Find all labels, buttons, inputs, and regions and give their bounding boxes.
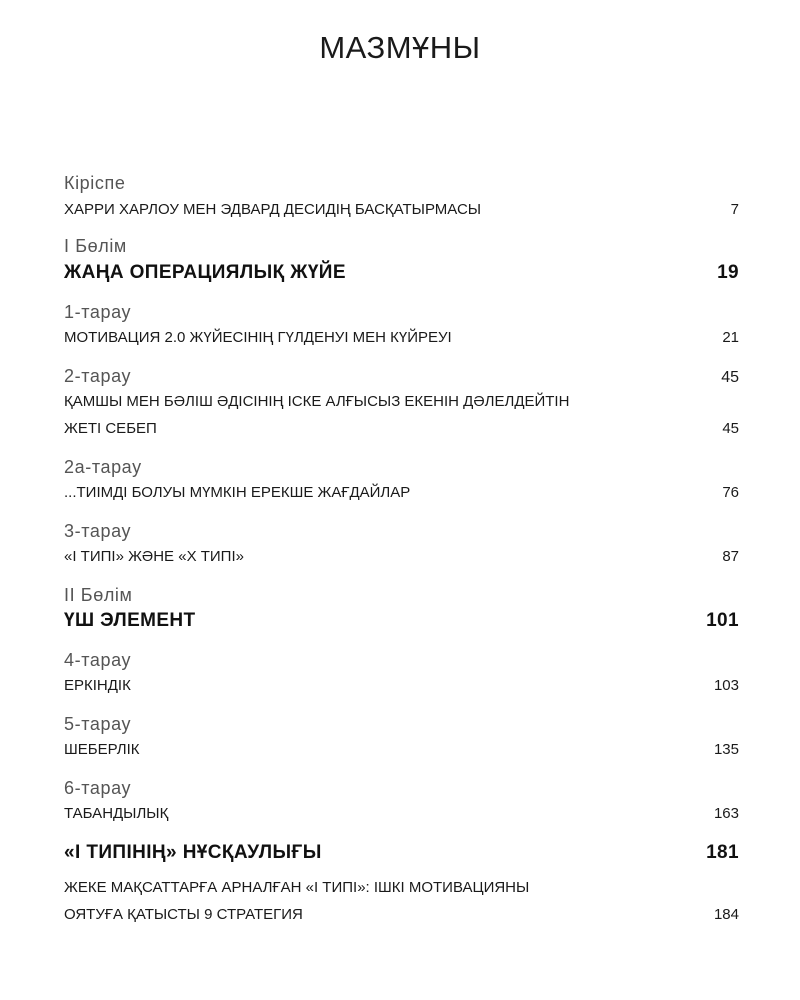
page-title: МАЗМҰНЫ <box>319 30 481 65</box>
toc-page-number: 45 <box>722 420 739 437</box>
toc-entry-ch3[interactable] <box>64 548 739 565</box>
toc-entry-title: ЖЕКЕ МАҚСАТТАРҒА АРНАЛҒАН «І ТИПІ»: ІШКІ МОТИВАЦИЯНЫ <box>64 879 530 896</box>
ch3-label: 3-тарау <box>64 521 132 541</box>
toc-page-number: 181 <box>706 842 739 863</box>
ch6-label: 6-тарау <box>64 778 132 798</box>
toc-entry-title: ШЕБЕРЛІК <box>64 741 140 758</box>
ch2-label-page: 45 <box>721 369 739 386</box>
toc-entry-guide-line2[interactable] <box>64 906 739 923</box>
toc-entry-title: ХАРРИ ХАРЛОУ МЕН ЭДВАРД ДЕСИДІҢ БАСҚАТЫРМАСЫ <box>64 201 482 218</box>
ch1-label: 1-тарау <box>64 302 132 322</box>
toc-entry-ch5[interactable] <box>64 741 739 758</box>
toc-page-number: 101 <box>706 610 739 631</box>
ch2-label: 2-тарау <box>64 366 132 386</box>
toc-page-number: 87 <box>722 548 739 565</box>
toc-part-title: ЖАҢА ОПЕРАЦИЯЛЫҚ ЖҮЙЕ <box>64 262 346 283</box>
toc-part-title: ҮШ ЭЛЕМЕНТ <box>64 610 196 631</box>
toc-entry-title: ТАБАНДЫЛЫҚ <box>64 805 169 822</box>
toc-page-number: 184 <box>713 906 739 923</box>
ch5-label: 5-тарау <box>64 714 132 734</box>
toc-page-number: 76 <box>722 484 739 501</box>
ch2-label-row <box>64 366 739 387</box>
toc-entry-title: МОТИВАЦИЯ 2.0 ЖҮЙЕСІНІҢ ГҮЛДЕНУІ МЕН КҮЙРЕУІ <box>64 329 452 346</box>
toc-entry-title: «І ТИПІ» ЖӘНЕ «Х ТИПІ» <box>64 548 244 565</box>
toc-entry-title: ЖЕТІ СЕБЕП <box>64 420 157 437</box>
toc-entry-ch2-line2[interactable] <box>64 420 739 437</box>
toc-entry-intro[interactable] <box>64 201 739 218</box>
toc-page-number: 163 <box>713 805 739 822</box>
toc-entry-part1[interactable] <box>64 262 739 284</box>
toc-entry-guide-line1[interactable] <box>64 879 739 896</box>
toc-entry-ch2a[interactable] <box>64 484 739 501</box>
toc-entry-ch2-line1[interactable] <box>64 393 739 410</box>
part1-label: I Бөлім <box>64 236 127 256</box>
ch2a-label: 2а-тарау <box>64 457 142 477</box>
toc-entry-guide[interactable] <box>64 842 739 864</box>
toc-entry-title: ОЯТУҒА ҚАТЫСТЫ 9 СТРАТЕГИЯ <box>64 906 303 923</box>
toc-page-number: 19 <box>717 262 739 283</box>
toc-entry-ch4[interactable] <box>64 677 739 694</box>
toc-entry-ch1[interactable] <box>64 329 739 346</box>
toc-page-number: 7 <box>730 201 739 218</box>
ch4-label: 4-тарау <box>64 650 132 670</box>
toc-entry-part2[interactable] <box>64 610 739 632</box>
intro-label: Кіріспе <box>64 173 126 193</box>
toc-part-title: «І ТИПІНІҢ» НҰСҚАУЛЫҒЫ <box>64 842 322 863</box>
toc-entry-title: ...ТИІМДІ БОЛУЫ МҮМКІН ЕРЕКШЕ ЖАҒДАЙЛАР <box>64 484 411 501</box>
toc-page-number: 135 <box>713 741 739 758</box>
toc-page-number: 21 <box>722 329 739 346</box>
part2-label: II Бөлім <box>64 585 133 605</box>
toc-entry-ch6[interactable] <box>64 805 739 822</box>
toc-entry-title: ҚАМШЫ МЕН БӘЛІШ ӘДІСІНІҢ ІСКЕ АЛҒЫСЫЗ ЕКЕНІН ДӘЛЕЛДЕЙТІН <box>64 393 570 410</box>
toc-page-number: 103 <box>713 677 739 694</box>
toc-entry-title: ЕРКІНДІК <box>64 677 131 694</box>
